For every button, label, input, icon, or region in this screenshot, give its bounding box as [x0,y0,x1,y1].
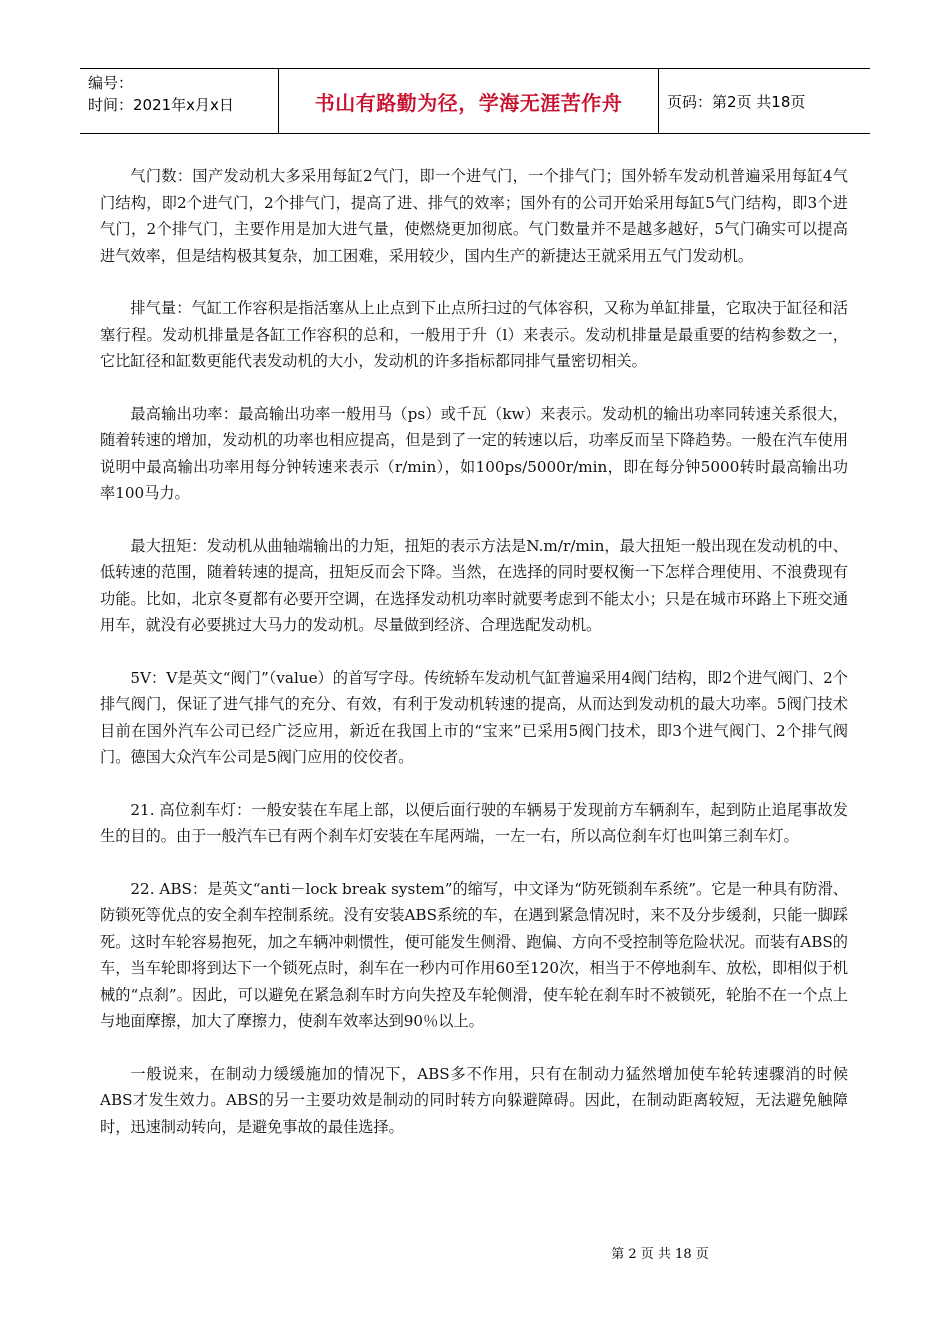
header-motto: 书山有路勤为径，学海无涯苦作舟 [279,69,659,133]
header-meta [80,69,279,133]
paragraph-abs-usage: 一般说来，在制动力缓缓施加的情况下，ABS多不作用，只有在制动力猛然增加使车轮转速骤消的时候ABS才发生效力。ABS的另一主要功效是制动的同时转方向躲避障碍。因此，在制动距离较短，无法避免触障时，迅速制动转向，是避免事故的最佳选择。 [100,1064,848,1136]
document-time-label: 时间：2021年x月x日 [88,96,234,114]
paragraph-displacement: 排气量：气缸工作容积是指活塞从上止点到下止点所扫过的气体容积，又称为单缸排量，它取决于缸径和活塞行程。发动机排量是各缸工作容积的总和，一般用于升（l）来表示。发动机排量是最重要的结构参数之一，它比缸径和缸数更能代表发动机的大小，发动机的许多指标都同排气量密切相关。 [100,299,848,370]
paragraph-5v: 5V：V是英文“阀门”（value）的首写字母。传统轿车发动机气缸普遍采用4阀门结构，即2个进气阀门、2个排气阀门，保证了进气排气的充分、有效，有利于发动机转速的提高，从而达到发动机的最大功率。5阀门技术目前在国外汽车公司已经广泛应用，新近在我国上市的“宝来”已采用5阀门技术，即3个进气阀门、2个排气阀门。德国大众汽车公司是5阀门应用的佼佼者。 [100,668,848,766]
page-header [80,68,870,134]
paragraph-high-brake-light: 21. 高位刹车灯：一般安装在车尾上部，以便后面行驶的车辆易于发现前方车辆刹车，起到防止追尾事故发生的目的。由于一般汽车已有两个刹车灯安装在车尾两端，一左一右，所以高位刹车灯也叫第三刹车灯。 [100,800,848,845]
header-page-number: 页码：第2页 共18页 [667,92,806,111]
paragraph-max-torque: 最大扭矩：发动机从曲轴端输出的力矩，扭矩的表示方法是N.m/r/min，最大扭矩一般出现在发动机的中、低转速的范围，随着转速的提高，扭矩反而会下降。当然，在选择的同时要权衡一下怎样合理使用、不浪费现有功能。比如，北京冬夏都有必要开空调，在选择发动机功率时就要考虑到不能太小；只是在城市环路上下班交通用车，就没有必要挑过大马力的发动机。尽量做到经济、合理选配发动机。 [100,536,848,634]
page-footer: 第 2 页 共 18 页 [611,1247,709,1262]
paragraph-valves: 气门数：国产发动机大多采用每缸2气门，即一个进气门，一个排气门；国外轿车发动机普遍采用每缸4气门结构，即2个进气门，2个排气门，提高了进、排气的效率；国外有的公司开始采用每缸5气门结构，即3个进气门，2个排气门，主要作用是加大进气量，使燃烧更加彻底。气门数量并不是越多越好，5气门确实可以提高进气效率，但是结构极其复杂，加工困难，采用较少，国内生产的新捷达王就采用五气门发动机。 [100,167,848,265]
paragraph-abs: 22. ABS：是英文“anti－lock break system”的缩写，中文译为“防死锁刹车系统”。它是一种具有防滑、防锁死等优点的安全刹车控制系统。没有安装ABS系统的车，在遇到紧急情况时，来不及分步缓刹，只能一脚踩死。这时车轮容易抱死，加之车辆冲刺惯性，便可能发生侧滑、跑偏、方向不受控制等危险状况。而装有ABS的车，当车轮即将到达下一个锁死点时，刹车在一秒内可作用60至120次，相当于不停地刹车、放松，即相似于机械的“点刹”。因此，可以避免在紧急刹车时方向失控及车轮侧滑，使车轮在刹车时不被锁死，轮胎不在一个点上与地面摩擦，加大了摩擦力，使刹车效率达到90％以上。 [100,879,848,1030]
document-body [100,163,848,1166]
paragraph-max-power: 最高输出功率：最高输出功率一般用马（ps）或千瓦（kw）来表示。发动机的输出功率同转速关系很大，随着转速的增加，发动机的功率也相应提高，但是到了一定的转速以后，功率反而呈下降趋势。一般在汽车使用说明中最高输出功率用每分钟转速来表示（r/min），如100ps/5000r/min，即在每分钟5000转时最高输出功率100马力。 [100,404,848,502]
document-number-label: 编号： [88,74,134,92]
